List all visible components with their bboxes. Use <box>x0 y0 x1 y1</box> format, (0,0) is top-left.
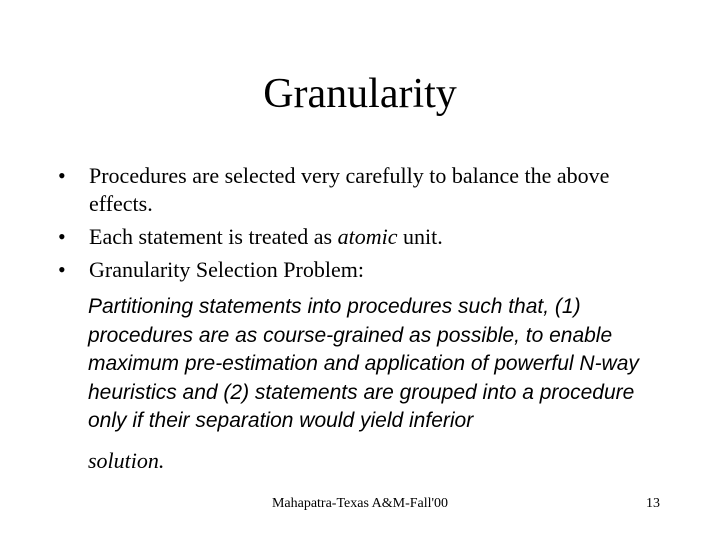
page-number: 13 <box>646 496 660 511</box>
bullet-icon: • <box>58 257 66 282</box>
slide-title: Granularity <box>263 71 457 117</box>
bullet-text-end: unit. <box>397 224 443 249</box>
bullet-text: Granularity Selection Problem: <box>89 257 364 282</box>
bullet-emphasis: atomic <box>337 224 398 249</box>
bullet-text: Procedures are selected very carefully to balance the above effects. <box>89 163 610 216</box>
bullet-icon: • <box>58 224 66 249</box>
bullet-item <box>58 223 678 251</box>
bullet-icon: • <box>58 163 66 188</box>
bullet-text: Each statement is treated as <box>89 224 338 249</box>
bullet-item <box>58 256 678 284</box>
footer-text: Mahapatra-Texas A&M-Fall'00 <box>271 496 449 511</box>
problem-description: Partitioning statements into procedures such that, (1) procedures are as course-grained as possible, to enable maximum pre-estimation and application of powerful N-way heuristics and (2) statements are grouped into a procedure only if their separation would yield inferior <box>88 295 639 432</box>
problem-description-end: solution. <box>88 448 165 473</box>
bullet-item <box>58 162 678 218</box>
bullet-list <box>58 162 678 289</box>
